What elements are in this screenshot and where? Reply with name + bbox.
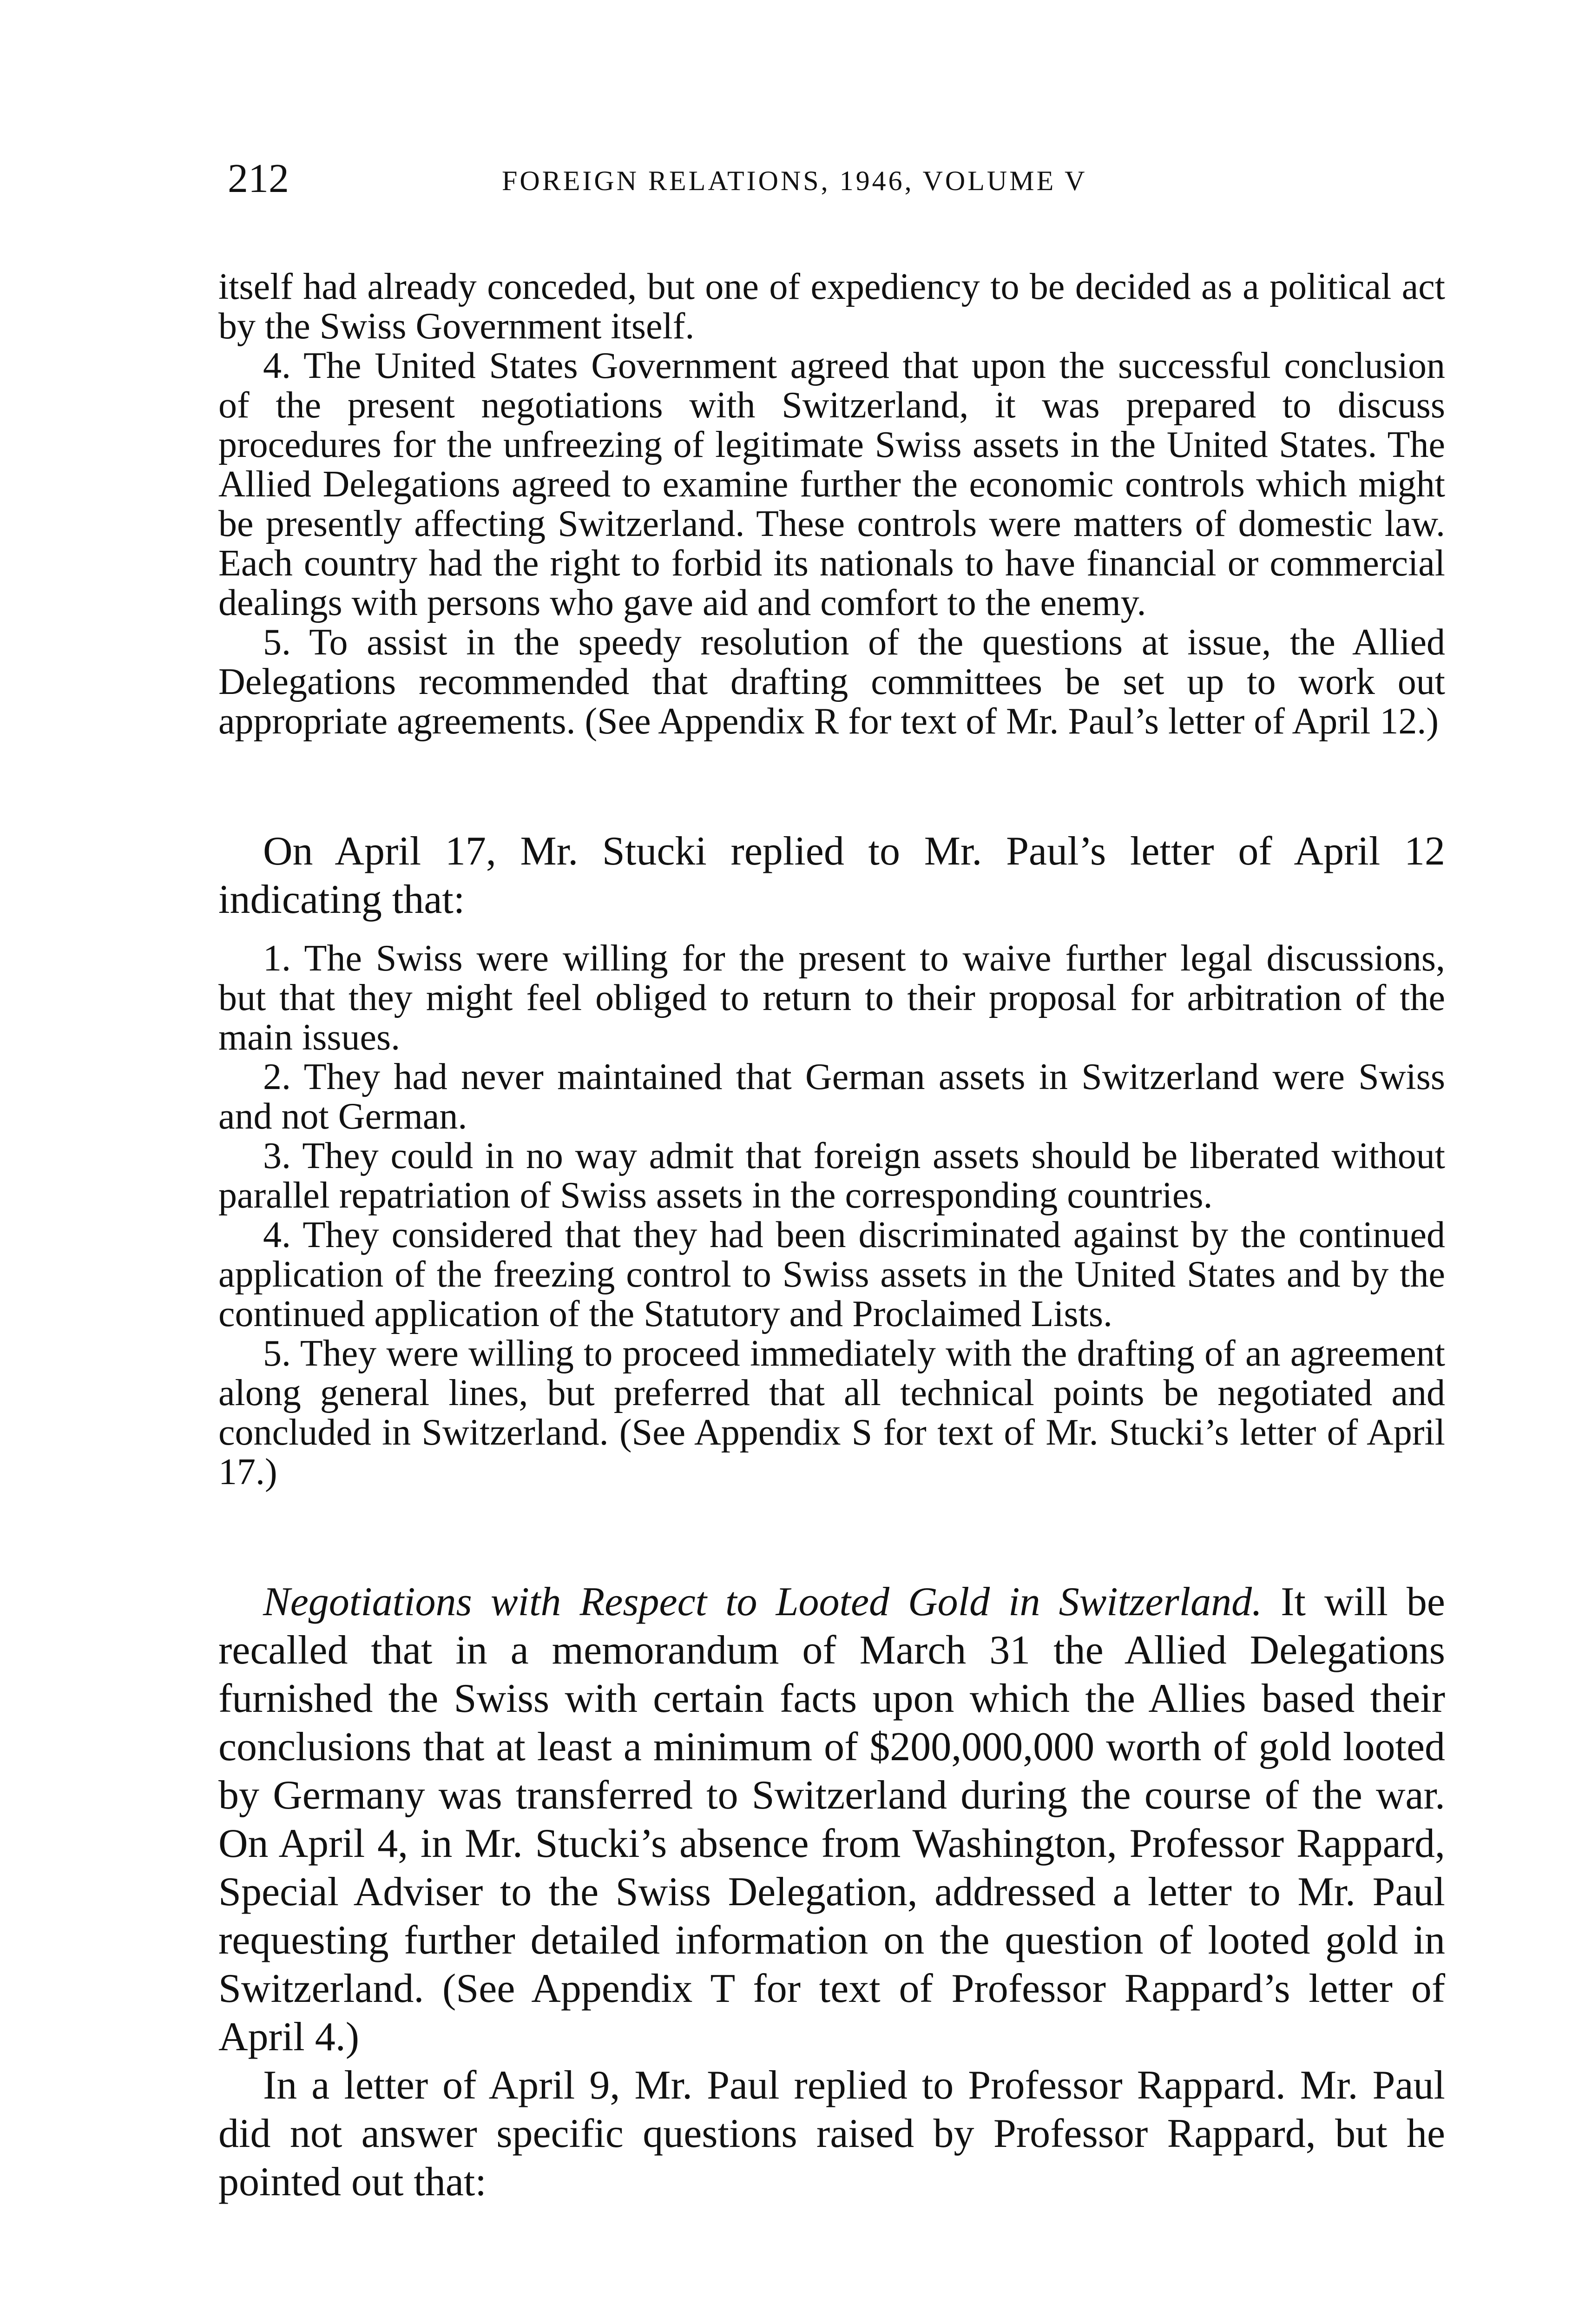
list-item: 5. They were willing to proceed immediately with the drafting of an agreement along general lines, but preferred that all technical points be negotiated and concluded in Switzerland. (See Appendix S for text of Mr. Stucki’s letter of April 17.) — [218, 1333, 1445, 1492]
paragraph-item-4: 4. The United States Government agreed that upon the successful conclusion of the present negotiations with Switzerland, it was prepared to discuss procedures for the unfreezing of legitimate Swiss assets in the United States. The Allied Delegations agreed to examine further the economic controls which might be presently affecting Switzerland. These controls were matters of domestic law. Each country had the right to forbid its nationals to have financial or commercial dealings with persons who gave aid and comfort to the enemy. — [218, 345, 1445, 623]
paragraph-looted-gold-body: It will be recalled that in a memorandum of March 31 the Allied Delegations furnished the Swiss with certain facts upon which the Allies based their conclusions that at least a minimum of $200,000,000 worth of gold looted by Germany was transferred to Switzerland during the course of the war. On April 4, in Mr. Stucki’s absence from Washington, Professor Rappard, Special Adviser to the Swiss Delegation, addressed a letter to Mr. Paul requesting further detailed information on the question of looted gold in Switzerland. (See Appendix T for text of Professor Rappard’s letter of April 4.) — [218, 1579, 1445, 2060]
page-number: 212 — [228, 156, 289, 201]
list-item: 1. The Swiss were willing for the present to waive further legal discussions, but that they might feel obliged to return to their proposal for arbitration of the main issues. — [218, 938, 1445, 1058]
paragraph-continued: itself had already conceded, but one of expediency to be decided as a political act by the Swiss Government itself. — [218, 266, 1445, 347]
list-item: 4. They considered that they had been discriminated against by the continued application of the freezing control to Swiss assets in the United States and by the continued application of the Statutory and Proclaimed Lists. — [218, 1215, 1445, 1334]
section-continuation — [218, 267, 1445, 741]
stucki-reply-intro — [218, 827, 1445, 924]
running-title: FOREIGN RELATIONS, 1946, VOLUME V — [502, 165, 1087, 196]
stucki-reply-list — [218, 939, 1445, 1492]
list-item: 2. They had never maintained that German assets in Switzerland were Swiss and not German. — [218, 1056, 1445, 1137]
paragraph-stucki-reply: On April 17, Mr. Stucki replied to Mr. Paul’s letter of April 12 indicating that: — [218, 829, 1445, 922]
paragraph-looted-gold — [218, 1578, 1445, 2061]
list-item: 3. They could in no way admit that foreign assets should be liberated without parallel repatriation of Swiss assets in the corresponding countries. — [218, 1136, 1445, 1216]
paragraph-paul-reply: In a letter of April 9, Mr. Paul replied to Professor Rappard. Mr. Paul did not answer specific questions raised by Professor Rappard, but he pointed out that: — [218, 2063, 1445, 2205]
paragraph-item-5: 5. To assist in the speedy resolution of the questions at issue, the Allied Delegations recommended that drafting committees be set up to work out appropriate agreements. (See Appendix R for text of Mr. Paul’s letter of April 12.) — [218, 622, 1445, 742]
looted-gold-section — [218, 1578, 1445, 2206]
page-header — [228, 153, 1445, 214]
section-heading: Negotiations with Respect to Looted Gold in Switzerland. — [263, 1579, 1263, 1624]
